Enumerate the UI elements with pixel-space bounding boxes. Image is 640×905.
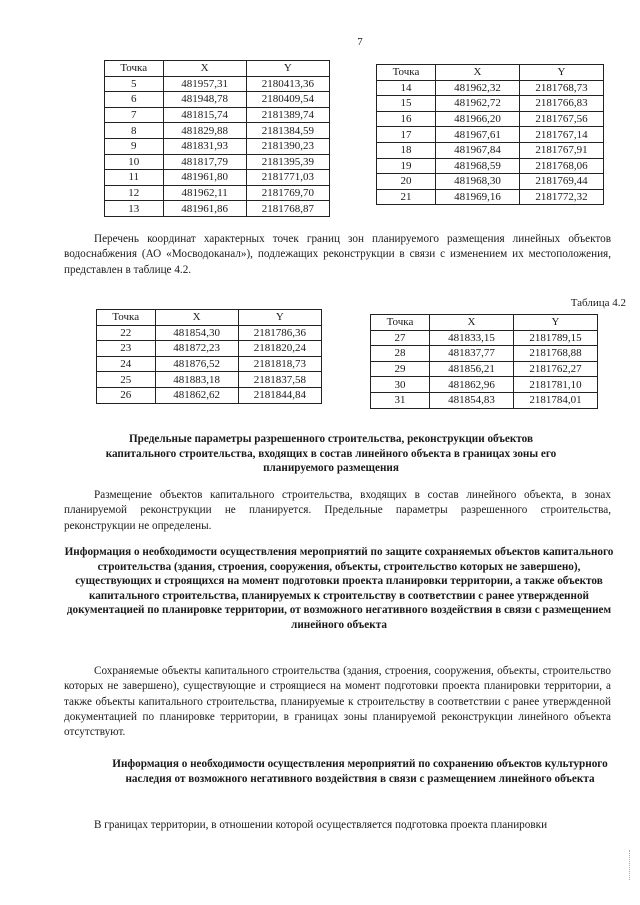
cell-y: 2181767,56 [520,111,604,127]
cell-y: 2181389,74 [246,107,329,123]
table-row [105,107,330,123]
cell-x: 481831,93 [163,138,246,154]
cell-y: 2181784,01 [514,392,598,408]
cell-x: 481883,18 [155,372,238,388]
cell-x: 481876,52 [155,356,238,372]
cell-x: 481862,96 [430,377,514,393]
cell-y: 2181768,73 [520,80,604,96]
cell-y: 2181769,44 [520,174,604,190]
cell-x: 481962,32 [436,80,520,96]
cell-y: 2181766,83 [520,96,604,112]
cell-point: 10 [105,154,164,170]
table-row [97,356,322,372]
cell-point: 15 [377,96,436,112]
cell-point: 5 [105,76,164,92]
cell-x: 481962,11 [163,185,246,201]
cell-x: 481817,79 [163,154,246,170]
cell-y: 2180409,54 [246,92,329,108]
cell-y: 2181844,84 [238,387,321,403]
header-x: X [430,315,514,331]
cell-x: 481966,20 [436,111,520,127]
cell-x: 481961,80 [163,170,246,186]
cell-y: 2181384,59 [246,123,329,139]
cell-y: 2180413,36 [246,76,329,92]
cell-point: 16 [377,111,436,127]
header-point: Точка [105,61,164,77]
cell-y: 2181837,58 [238,372,321,388]
cell-x: 481829,88 [163,123,246,139]
header-x: X [155,310,238,326]
table-row [97,372,322,388]
scan-edge-mark [629,850,634,880]
table-row [105,154,330,170]
table-row [371,392,598,408]
cell-point: 31 [371,392,430,408]
cell-point: 9 [105,138,164,154]
table-row [377,80,604,96]
table-row [105,185,330,201]
table-row [377,174,604,190]
cell-point: 23 [97,341,156,357]
cell-x: 481872,23 [155,341,238,357]
cell-x: 481854,30 [155,325,238,341]
cell-y: 2181772,32 [520,189,604,205]
cell-point: 27 [371,330,430,346]
cell-y: 2181768,06 [520,158,604,174]
cell-point: 24 [97,356,156,372]
table-row [105,170,330,186]
cell-point: 26 [97,387,156,403]
cell-point: 28 [371,346,430,362]
header-y: Y [238,310,321,326]
cell-point: 22 [97,325,156,341]
cell-x: 481961,86 [163,201,246,217]
table-row [371,330,598,346]
table-row [377,127,604,143]
table-row [97,325,322,341]
table-row [105,201,330,217]
cell-x: 481968,30 [436,174,520,190]
table-row [105,92,330,108]
cell-y: 2181767,14 [520,127,604,143]
cell-point: 11 [105,170,164,186]
cell-point: 20 [377,174,436,190]
coordinates-table-1 [104,60,330,217]
table-row [377,111,604,127]
header-x: X [163,61,246,77]
heading-protection-measures: Информация о необходимости осуществления мероприятий по защите сохраняемых объектов капитального строительства (здания, строения, сооружения, объекты, строительство которых не завершено), существующих и строящихся на момент подготовки проекта планировки территории, а также объектов капитального строительства, планируемых к строительству в соответствии с ранее утвержденной документацией по планировке территории, от возможного негативного воздействия в связи с размещением линейного объекта [64,546,614,631]
table-row [97,387,322,403]
table-row [377,96,604,112]
paragraph-cultural-heritage: В границах территории, в отношении которой осуществляется подготовка проекта планировки [94,819,548,831]
cell-x: 481968,59 [436,158,520,174]
header-point: Точка [97,310,156,326]
cell-x: 481967,61 [436,127,520,143]
header-y: Y [520,65,604,81]
cell-point: 19 [377,158,436,174]
table-row [371,346,598,362]
cell-x: 481962,72 [436,96,520,112]
paragraph-construction-parameters: Размещение объектов капитального строительства, входящих в состав линейного объекта, в зонах планируемой реконструкции не планируется. Предельные параметры разрешенного строительства, реконструкции не определены. [64,489,611,532]
header-point: Точка [371,315,430,331]
cell-point: 18 [377,142,436,158]
table-caption: Таблица 4.2 [570,297,626,309]
cell-y: 2181771,03 [246,170,329,186]
cell-point: 13 [105,201,164,217]
cell-y: 2181390,23 [246,138,329,154]
table-row [377,189,604,205]
paragraph-protection-measures: Сохраняемые объекты капитального строительства (здания, строения, сооружения, объекты, строительство которых не завершено), существующие и строящиеся на момент подготовки проекта планировки территории, а также объекты капитального строительства, планируемые к строительству в соответствии с ранее утвержденной документацией по планировке территории, в границах зоны планируемой реконструкции линейного объекта отсутствуют. [64,665,611,739]
header-point: Точка [377,65,436,81]
cell-y: 2181789,15 [514,330,598,346]
page-number: 7 [357,36,363,48]
cell-x: 481854,83 [430,392,514,408]
heading-cultural-heritage: Информация о необходимости осуществления мероприятий по сохранению объектов культурного наследия от возможного негативного воздействия в связи с размещением линейного объекта [112,758,608,785]
cell-x: 481856,21 [430,361,514,377]
paragraph-coordinates-intro: Перечень координат характерных точек границ зон планируемого размещения линейных объектов водоснабжения (АО «Мосводоканал»), подлежащих реконструкции в связи с изменением их местоположения, представлен в таблице 4.2. [64,233,611,276]
cell-y: 2181769,70 [246,185,329,201]
cell-y: 2181768,87 [246,201,329,217]
cell-point: 12 [105,185,164,201]
cell-point: 30 [371,377,430,393]
cell-y: 2181768,88 [514,346,598,362]
cell-point: 6 [105,92,164,108]
cell-point: 29 [371,361,430,377]
cell-y: 2181786,36 [238,325,321,341]
header-y: Y [246,61,329,77]
table-row [105,138,330,154]
coordinates-table-3 [96,309,322,404]
cell-x: 481833,15 [430,330,514,346]
cell-y: 2181762,27 [514,361,598,377]
table-row [105,76,330,92]
cell-point: 17 [377,127,436,143]
cell-point: 7 [105,107,164,123]
cell-point: 8 [105,123,164,139]
cell-y: 2181395,39 [246,154,329,170]
header-x: X [436,65,520,81]
table-row [371,377,598,393]
cell-y: 2181781,10 [514,377,598,393]
cell-x: 481862,62 [155,387,238,403]
cell-x: 481948,78 [163,92,246,108]
cell-point: 21 [377,189,436,205]
cell-x: 481837,77 [430,346,514,362]
table-row [377,158,604,174]
cell-x: 481815,74 [163,107,246,123]
table-row [377,142,604,158]
cell-point: 25 [97,372,156,388]
coordinates-table-4 [370,314,598,409]
cell-x: 481957,31 [163,76,246,92]
cell-y: 2181767,91 [520,142,604,158]
heading-construction-parameters: Предельные параметры разрешенного строительства, реконструкции объектов капитального строительства, входящих в состав линейного объекта в границах зоны его планируемого размещения [105,433,557,475]
table-row [105,123,330,139]
coordinates-table-2 [376,64,604,205]
cell-y: 2181818,73 [238,356,321,372]
table-row [97,341,322,357]
cell-y: 2181820,24 [238,341,321,357]
cell-x: 481969,16 [436,189,520,205]
cell-x: 481967,84 [436,142,520,158]
table-row [371,361,598,377]
cell-point: 14 [377,80,436,96]
header-y: Y [514,315,598,331]
